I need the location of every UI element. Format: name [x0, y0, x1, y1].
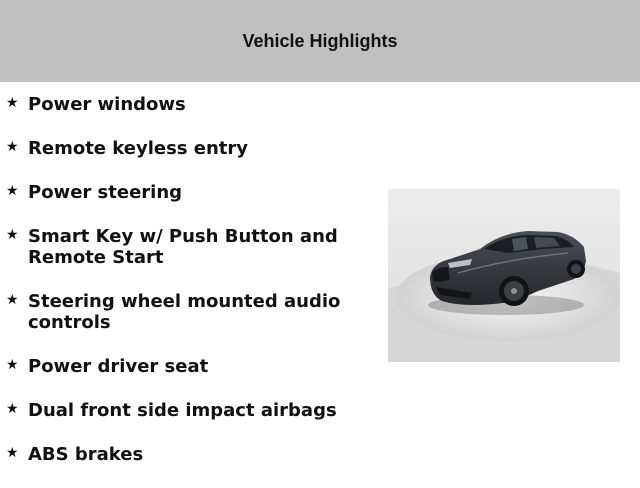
star-icon: ★ — [6, 401, 19, 417]
vehicle-photo — [388, 189, 620, 362]
highlight-text: Power driver seat — [28, 356, 209, 377]
highlight-text-continued: Remote Start — [28, 247, 164, 268]
list-item — [6, 182, 356, 203]
page-title: Vehicle Highlights — [242, 30, 398, 51]
star-icon: ★ — [6, 445, 19, 461]
header-bar — [0, 0, 640, 82]
list-item — [6, 444, 356, 465]
list-item — [6, 291, 356, 333]
star-icon: ★ — [6, 227, 19, 243]
highlight-text: Dual front side impact airbags — [28, 400, 337, 421]
star-icon: ★ — [6, 292, 19, 308]
list-item — [6, 356, 356, 377]
highlight-text: Power steering — [28, 182, 183, 203]
highlight-text: Power windows — [28, 94, 186, 115]
highlight-text-continued: controls — [28, 312, 111, 333]
highlight-text: Remote keyless entry — [28, 138, 249, 159]
star-icon: ★ — [6, 183, 19, 199]
car-icon — [388, 189, 620, 362]
star-icon: ★ — [6, 357, 19, 373]
highlight-text: ABS brakes — [28, 444, 144, 465]
list-item — [6, 94, 356, 115]
highlight-text: Smart Key w/ Push Button and — [28, 226, 338, 247]
highlight-text: Steering wheel mounted audio — [28, 291, 341, 312]
star-icon: ★ — [6, 139, 19, 155]
highlights-list — [6, 94, 356, 488]
list-item — [6, 400, 356, 421]
list-item — [6, 226, 356, 268]
star-icon: ★ — [6, 95, 19, 111]
list-item — [6, 138, 356, 159]
